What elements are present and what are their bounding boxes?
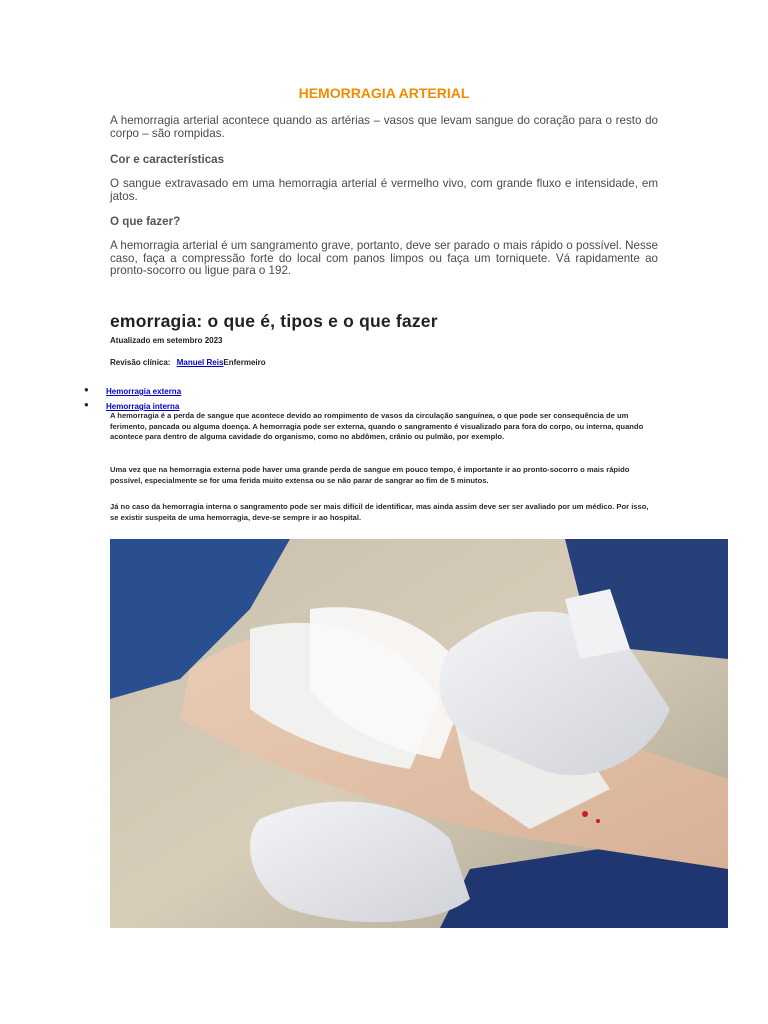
section-heading-cor: Cor e características: [110, 153, 225, 166]
reviewer-link[interactable]: Manuel Reis: [176, 358, 224, 367]
article-review: [110, 358, 266, 367]
section-text-fazer: A hemorragia arterial é um sangramento grave, portanto, deve ser parado o mais rápido o possível. Nesse caso, faça a compressão forte do local com panos limpos ou faça um torniquete. Vá rapidamente ao pronto-socorro ou ligue para o 192.: [110, 239, 658, 278]
article-paragraph-2: Uma vez que na hemorragia externa pode haver uma grande perda de sangue em pouco tempo, é importante ir ao pronto-socorro o mais rápido possível, especialmente se for uma ferida muito extensa ou se não parar de sangrar ao fim de 5 minutos.: [110, 465, 630, 485]
bullet-icon: ●: [84, 400, 89, 409]
review-prefix: Revisão clínica:: [110, 358, 171, 367]
link-hemorragia-externa[interactable]: Hemorragia externa: [106, 387, 182, 396]
intro-paragraph: A hemorragia arterial acontece quando as artérias – vasos que levam sangue do coração para o resto do corpo – são rompidas.: [110, 114, 658, 140]
reviewer-role: Enfermeiro: [223, 358, 266, 367]
article-title: emorragia: o que é, tipos e o que fazer: [110, 311, 438, 331]
article-paragraph-3: Já no caso da hemorragia interna o sangramento pode ser mais difícil de identificar, mas ainda assim deve ser ser avaliado por um médico. Por isso, se existir suspeita de uma hemorragia, deve-se sempre ir ao hospital.: [110, 502, 649, 522]
link-hemorragia-interna[interactable]: Hemorragia interna: [106, 402, 180, 411]
section-heading-fazer: O que fazer?: [110, 215, 181, 228]
bandaging-photo: [110, 539, 728, 928]
article-updated: Atualizado em setembro 2023: [110, 336, 223, 345]
section-text-cor: O sangue extravasado em uma hemorragia arterial é vermelho vivo, com grande fluxo e intensidade, em jatos.: [110, 177, 658, 203]
bullet-icon: ●: [84, 385, 89, 394]
article-paragraph-1: A hemorragia é a perda de sangue que acontece devido ao rompimento de vasos da circulação sanguínea, o que pode ser consequência de um ferimento, pancada ou alguma doença. A hemorragia pode ser externa, quando o sangramento é visualizado para fora do corpo, ou interna, quando acontece para dentro de alguma cavidade do organismo, como no abdômen, crânio ou pulmão, por exemplo.: [110, 411, 644, 442]
page-title: HEMORRAGIA ARTERIAL: [298, 85, 470, 101]
